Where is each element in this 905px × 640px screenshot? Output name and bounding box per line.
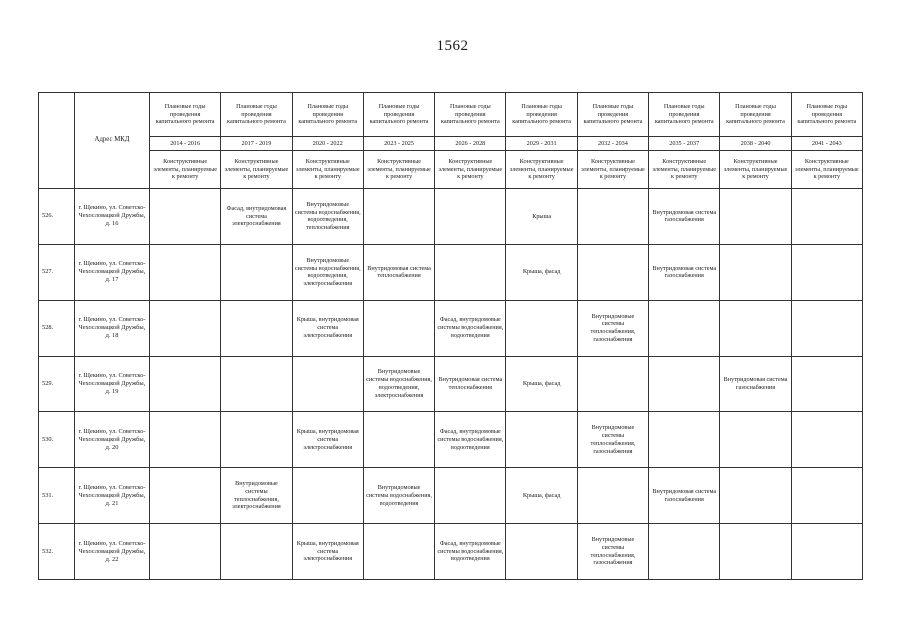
header-plan-title: Плановые годы проведения капитального ремонта — [577, 93, 648, 137]
repair-cell — [649, 300, 720, 356]
repair-cell — [720, 468, 791, 524]
repair-cell — [649, 356, 720, 412]
repair-cell: Внутридомовая система газоснабжения — [720, 356, 791, 412]
header-elements: Конструктивные элементы, планируемые к ремонту — [435, 151, 506, 189]
repair-cell — [292, 356, 363, 412]
repair-cell — [577, 468, 648, 524]
header-period: 2029 - 2031 — [506, 137, 577, 151]
header-elements: Конструктивные элементы, планируемые к ремонту — [150, 151, 221, 189]
repair-cell — [720, 412, 791, 468]
repair-cell: Внутридомовые системы теплоснабжения, газоснабжения — [577, 300, 648, 356]
repair-cell — [363, 300, 434, 356]
repair-cell — [363, 189, 434, 245]
repair-cell — [577, 356, 648, 412]
header-elements: Конструктивные элементы, планируемые к ремонту — [363, 151, 434, 189]
repair-cell: Внутридомовые системы водоснабжения, водоотведения, теплоснабжения — [292, 189, 363, 245]
capital-repair-plan-table — [38, 92, 863, 580]
header-plan-title: Плановые годы проведения капитального ремонта — [720, 93, 791, 137]
repair-cell: Внутридомовые системы водоснабжения, водоотведения, электроснабжения — [363, 356, 434, 412]
repair-cell — [150, 356, 221, 412]
header-plan-title: Плановые годы проведения капитального ремонта — [506, 93, 577, 137]
repair-cell — [791, 244, 862, 300]
repair-cell — [292, 468, 363, 524]
header-elements: Конструктивные элементы, планируемые к ремонту — [292, 151, 363, 189]
repair-cell: Внутридомовые системы водоснабжения, водоотведения — [363, 468, 434, 524]
header-period: 2014 - 2016 — [150, 137, 221, 151]
repair-cell — [150, 468, 221, 524]
header-number-cell — [39, 93, 75, 189]
header-row-periods — [39, 137, 863, 151]
repair-cell: Крыша, фасад — [506, 356, 577, 412]
repair-cell — [649, 412, 720, 468]
header-elements: Конструктивные элементы, планируемые к ремонту — [720, 151, 791, 189]
header-plan-title: Плановые годы проведения капитального ремонта — [435, 93, 506, 137]
table-row — [39, 300, 863, 356]
repair-cell: Крыша, фасад — [506, 244, 577, 300]
table-row — [39, 468, 863, 524]
repair-cell — [221, 300, 292, 356]
row-number: 531. — [39, 468, 75, 524]
repair-cell — [577, 244, 648, 300]
repair-cell: Фасад, внутридомовые системы водоснабжения, водоотведения — [435, 412, 506, 468]
repair-cell: Внутридомовые системы теплоснабжения, газоснабжения — [577, 412, 648, 468]
repair-cell: Внутридомовые системы водоснабжения, водоотведения, электроснабжения — [292, 244, 363, 300]
repair-cell: Крыша — [506, 189, 577, 245]
header-plan-title: Плановые годы проведения капитального ремонта — [791, 93, 862, 137]
header-plan-title: Плановые годы проведения капитального ремонта — [649, 93, 720, 137]
header-plan-title: Плановые годы проведения капитального ремонта — [292, 93, 363, 137]
repair-cell — [150, 412, 221, 468]
repair-cell — [363, 524, 434, 580]
header-period: 2026 - 2028 — [435, 137, 506, 151]
header-elements: Конструктивные элементы, планируемые к ремонту — [791, 151, 862, 189]
repair-cell — [791, 300, 862, 356]
row-address: г. Щекино, ул. Советско-Чехословацкой Дружбы, д. 19 — [75, 356, 150, 412]
table-row — [39, 189, 863, 245]
repair-cell: Крыша, внутридомовая система электроснабжения — [292, 412, 363, 468]
repair-cell — [506, 412, 577, 468]
repair-cell: Фасад, внутридомовые системы водоснабжения, водоотведения — [435, 300, 506, 356]
repair-cell — [791, 524, 862, 580]
repair-cell: Внутридомовая система теплоснабжения — [363, 244, 434, 300]
repair-cell: Внутридомовая система газоснабжения — [649, 244, 720, 300]
table-row — [39, 524, 863, 580]
header-elements: Конструктивные элементы, планируемые к ремонту — [221, 151, 292, 189]
repair-cell: Крыша, внутридомовая система электроснабжения — [292, 524, 363, 580]
repair-cell — [791, 189, 862, 245]
header-plan-title: Плановые годы проведения капитального ремонта — [150, 93, 221, 137]
repair-cell: Крыша, внутридомовая система электроснабжения — [292, 300, 363, 356]
header-row-elements — [39, 151, 863, 189]
repair-cell — [435, 189, 506, 245]
row-address: г. Щекино, ул. Советско-Чехословацкой Дружбы, д. 22 — [75, 524, 150, 580]
repair-cell — [221, 524, 292, 580]
header-plan-title: Плановые годы проведения капитального ремонта — [363, 93, 434, 137]
header-elements: Конструктивные элементы, планируемые к ремонту — [577, 151, 648, 189]
repair-cell — [791, 468, 862, 524]
header-address: Адрес МКД — [75, 93, 150, 189]
row-number: 532. — [39, 524, 75, 580]
repair-cell — [720, 189, 791, 245]
row-number: 526. — [39, 189, 75, 245]
table-row — [39, 356, 863, 412]
repair-cell: Внутридомовые системы теплоснабжения, газоснабжения — [577, 524, 648, 580]
repair-cell — [150, 244, 221, 300]
repair-cell — [791, 412, 862, 468]
row-address: г. Щекино, ул. Советско-Чехословацкой Дружбы, д. 16 — [75, 189, 150, 245]
repair-cell — [720, 524, 791, 580]
header-period: 2035 - 2037 — [649, 137, 720, 151]
row-number: 530. — [39, 412, 75, 468]
repair-cell — [720, 300, 791, 356]
table-row — [39, 244, 863, 300]
row-address: г. Щекино, ул. Советско-Чехословацкой Дружбы, д. 20 — [75, 412, 150, 468]
table-body — [39, 189, 863, 580]
repair-cell — [720, 244, 791, 300]
repair-cell — [506, 524, 577, 580]
row-address: г. Щекино, ул. Советско-Чехословацкой Дружбы, д. 21 — [75, 468, 150, 524]
repair-cell — [363, 412, 434, 468]
repair-cell — [150, 300, 221, 356]
row-address: г. Щекино, ул. Советско-Чехословацкой Дружбы, д. 17 — [75, 244, 150, 300]
row-number: 529. — [39, 356, 75, 412]
repair-cell — [221, 356, 292, 412]
header-elements: Конструктивные элементы, планируемые к ремонту — [506, 151, 577, 189]
repair-cell — [506, 300, 577, 356]
repair-cell — [435, 244, 506, 300]
row-address: г. Щекино, ул. Советско-Чехословацкой Дружбы, д. 18 — [75, 300, 150, 356]
repair-cell — [577, 189, 648, 245]
repair-cell — [221, 412, 292, 468]
repair-cell — [435, 468, 506, 524]
header-period: 2017 - 2019 — [221, 137, 292, 151]
repair-cell — [649, 524, 720, 580]
repair-cell — [150, 189, 221, 245]
header-row-plan-years — [39, 93, 863, 137]
repair-cell — [221, 244, 292, 300]
repair-cell: Внутридомовая система теплоснабжения — [435, 356, 506, 412]
header-period: 2038 - 2040 — [720, 137, 791, 151]
header-period: 2023 - 2025 — [363, 137, 434, 151]
repair-cell: Внутридомовая система газоснабжения — [649, 189, 720, 245]
repair-cell: Фасад, внутридомовые системы водоснабжения, водоотведения — [435, 524, 506, 580]
repair-cell: Внутридомовые системы теплоснабжения, электроснабжения — [221, 468, 292, 524]
repair-cell: Фасад, внутридомовая система электроснабжения — [221, 189, 292, 245]
page-number: 1562 — [436, 38, 469, 54]
row-number: 528. — [39, 300, 75, 356]
header-plan-title: Плановые годы проведения капитального ремонта — [221, 93, 292, 137]
repair-cell — [791, 356, 862, 412]
repair-cell: Внутридомовая система газоснабжения — [649, 468, 720, 524]
header-period: 2020 - 2022 — [292, 137, 363, 151]
table-row — [39, 412, 863, 468]
header-period: 2032 - 2034 — [577, 137, 648, 151]
header-period: 2041 - 2043 — [791, 137, 862, 151]
repair-cell: Крыша, фасад — [506, 468, 577, 524]
repair-cell — [150, 524, 221, 580]
row-number: 527. — [39, 244, 75, 300]
header-elements: Конструктивные элементы, планируемые к ремонту — [649, 151, 720, 189]
